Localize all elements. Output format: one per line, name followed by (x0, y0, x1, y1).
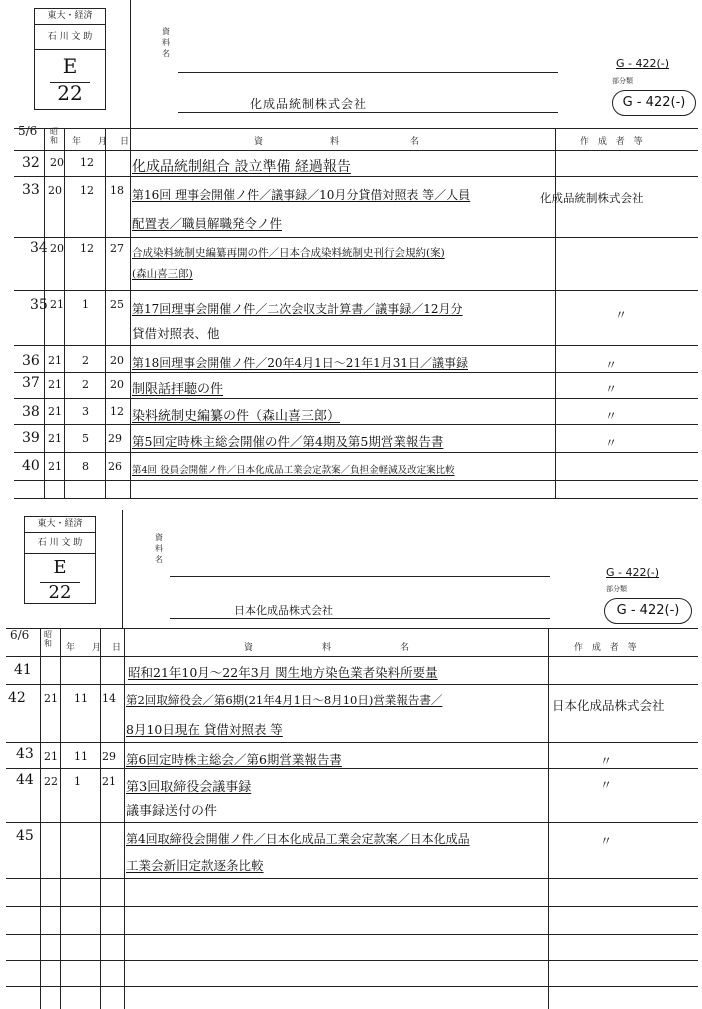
row-day: 20 (110, 378, 124, 391)
row-year: 21 (48, 405, 62, 418)
row-day: 14 (102, 692, 116, 705)
row-day: 25 (110, 298, 124, 311)
material-label: 資 料 名 (155, 533, 163, 564)
header-era: 昭和 (44, 630, 52, 648)
row-day: 12 (110, 405, 124, 418)
row-year: 21 (50, 298, 64, 311)
row-number: 33 (22, 182, 40, 198)
page-number: 5/6 (18, 124, 38, 138)
row-number: 44 (16, 772, 34, 788)
reference-code: G - 422(-) (606, 566, 660, 579)
row-author: 化成品統制株式会社 (540, 191, 644, 205)
reference-sublabel: 部分類 (612, 77, 633, 85)
header-day: 日 (112, 643, 122, 653)
stamp-code-letter: E (62, 54, 78, 78)
row-author: 〃 (605, 358, 618, 372)
row-month: 8 (82, 460, 89, 473)
header-year: 年 (66, 643, 76, 653)
row-text: 第4回取締役会開催ノ件／日本化成品工業会定款案／日本化成品 (126, 832, 470, 846)
header-author: 作 成 者 等 (580, 137, 646, 147)
row-text: 染料統制史編纂の件（森山喜三郎） (132, 409, 341, 424)
row-year: 21 (48, 354, 62, 367)
row-year: 20 (50, 242, 64, 255)
row-text-continued: 議事録送付の件 (126, 804, 218, 819)
header-title-2: 料 (330, 137, 340, 147)
row-year: 21 (48, 378, 62, 391)
stamp-code-number: 22 (50, 82, 90, 103)
company-name: 日本化成品株式会社 (234, 604, 333, 617)
row-text: 第2回取締役会／第6期(21年4月1日～8月10日)営業報告書／ (126, 693, 443, 707)
header-day: 日 (120, 137, 130, 147)
row-day: 29 (102, 750, 116, 763)
row-month: 11 (74, 750, 88, 763)
row-number: 38 (22, 404, 40, 420)
row-text: 第4回 役員会開催ノ件／日本化成品工業会定款案／負担金軽減及改定案比較 (132, 465, 455, 476)
row-author: 〃 (600, 834, 613, 848)
reference-pill: G - 422(-) (604, 598, 692, 624)
row-text: 合成染料統制史編纂再開の件／日本合成染料統制史刊行会規約(案) (132, 247, 445, 259)
row-day: 26 (108, 460, 122, 473)
header-month: 月 (92, 643, 102, 653)
row-day: 20 (110, 354, 124, 367)
row-text-continued: 8月10日現在 貸借対照表 等 (126, 722, 283, 737)
row-number: 34 (30, 240, 48, 256)
header-era: 昭和 (50, 127, 58, 145)
row-text-continued: 配置表／職員解職発令ノ件 (132, 216, 283, 231)
header-title-1: 資 (254, 137, 264, 147)
header-title-2: 料 (322, 643, 332, 653)
row-number: 41 (14, 662, 32, 678)
row-number: 42 (8, 690, 26, 706)
header-title-1: 資 (244, 643, 254, 653)
row-text-continued: (森山喜三郎) (132, 268, 193, 280)
row-text-continued: 工業会新旧定款逐条比較 (126, 858, 264, 873)
row-author: 〃 (605, 436, 618, 450)
row-day: 21 (102, 775, 116, 788)
row-number: 43 (16, 746, 34, 762)
row-month: 1 (82, 298, 89, 311)
row-month: 11 (74, 692, 88, 705)
row-month: 12 (80, 156, 94, 169)
row-month: 12 (80, 242, 94, 255)
row-number: 45 (16, 828, 34, 844)
header-title-3: 名 (400, 643, 410, 653)
header-month: 月 (98, 137, 108, 147)
row-text: 制限話拝聴の件 (132, 382, 224, 397)
row-text: 昭和21年10月～22年3月 関生地方染色業者染料所要量 (128, 665, 438, 680)
row-author: 〃 (605, 382, 618, 396)
row-author: 〃 (600, 778, 613, 792)
reference-pill: G - 422(-) (612, 90, 696, 116)
row-day: 18 (110, 184, 124, 197)
stamp-code-number: 22 (40, 582, 80, 603)
stamp-line-institution: 東大・経済 (35, 9, 105, 25)
reference-code: G - 422(-) (616, 57, 670, 70)
row-text: 化成品統制組合 設立準備 経過報告 (132, 159, 351, 175)
reference-sublabel: 部分類 (606, 585, 627, 593)
row-text: 第3回取締役会議事録 (126, 780, 252, 795)
row-year: 22 (44, 775, 58, 788)
material-label: 資 料 名 (162, 27, 170, 58)
row-day: 27 (110, 242, 124, 255)
row-year: 20 (48, 184, 62, 197)
archive-stamp (24, 516, 96, 604)
row-text-continued: 貸借対照表、他 (132, 326, 220, 341)
page-number: 6/6 (10, 628, 30, 642)
archive-stamp (34, 8, 106, 110)
row-number: 40 (22, 458, 40, 474)
row-year: 21 (48, 432, 62, 445)
row-year: 21 (44, 692, 58, 705)
row-number: 35 (30, 297, 48, 313)
row-number: 39 (22, 430, 40, 446)
row-month: 2 (82, 354, 89, 367)
row-text: 第17回理事会開催ノ件／二次会収支計算書／議事録／12月分 (132, 302, 463, 316)
row-month: 5 (82, 432, 89, 445)
row-author: 〃 (605, 409, 618, 423)
stamp-line-collection: 石 川 文 助 (35, 25, 105, 50)
row-month: 3 (82, 405, 89, 418)
row-number: 32 (22, 155, 40, 171)
row-number: 36 (22, 353, 40, 369)
header-author: 作 成 者 等 (574, 643, 640, 653)
row-text: 第5回定時株主総会開催の件／第4期及第5期営業報告書 (132, 434, 444, 449)
row-text: 第6回定時株主総会／第6期営業報告書 (126, 752, 342, 767)
row-day: 29 (108, 432, 122, 445)
row-author: 〃 (615, 308, 628, 322)
row-month: 1 (74, 775, 81, 788)
header-year: 年 (72, 137, 82, 147)
row-month: 2 (82, 378, 89, 391)
stamp-line-collection: 石 川 文 助 (25, 533, 95, 554)
row-year: 20 (50, 156, 64, 169)
row-number: 37 (22, 375, 40, 391)
row-author: 〃 (600, 754, 613, 768)
row-year: 21 (44, 750, 58, 763)
stamp-line-institution: 東大・経済 (25, 517, 95, 533)
row-text: 第18回理事会開催ノ件／20年4月1日～21年1月31日／議事録 (132, 356, 468, 370)
row-year: 21 (48, 460, 62, 473)
row-text: 第16回 理事会開催ノ件／議事録／10月分貸借対照表 等／人員 (132, 188, 471, 202)
header-title-3: 名 (410, 137, 420, 147)
stamp-code-letter: E (53, 557, 67, 578)
row-month: 12 (80, 184, 94, 197)
company-name: 化成品統制株式会社 (250, 97, 368, 111)
row-author: 日本化成品株式会社 (552, 698, 665, 713)
